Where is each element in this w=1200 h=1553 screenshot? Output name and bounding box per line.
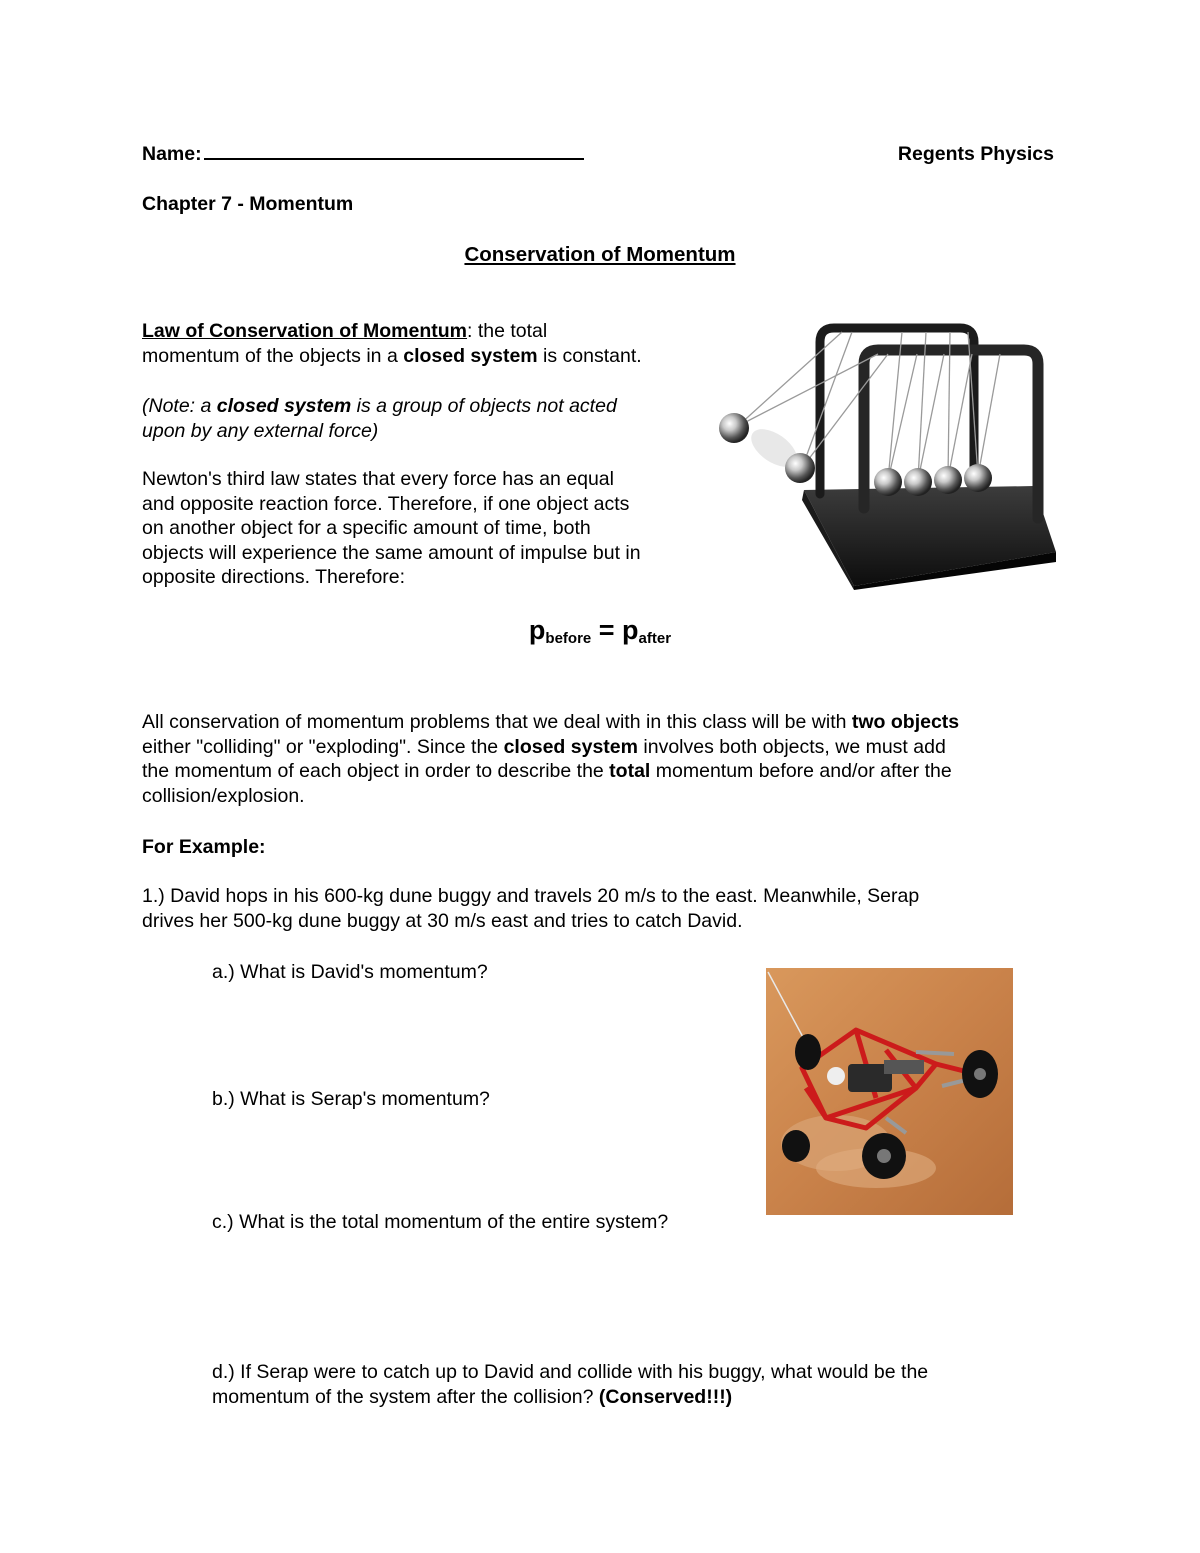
example-heading: For Example: (142, 836, 266, 858)
newton-line: objects will experience the same amount of impulse but in (142, 541, 641, 564)
newtons-cradle-image (712, 318, 1062, 590)
newton-paragraph (142, 467, 641, 590)
intro-line-4: collision/explosion. (142, 784, 305, 807)
note-1c: is a group of objects not acted (351, 395, 617, 417)
momentum-equation (0, 615, 1200, 652)
intro-3b: total (609, 760, 651, 782)
law-paragraph (142, 319, 642, 368)
intro-2b: closed system (503, 735, 638, 758)
note-1b: closed system (216, 395, 352, 417)
chapter-heading: Chapter 7 - Momentum (142, 193, 354, 215)
question-d (212, 1360, 928, 1409)
intro-2c: involves both objects, we must add (637, 735, 946, 758)
conserved-note: (Conserved!!!) (598, 1385, 733, 1408)
question-d-line-2 (212, 1385, 928, 1410)
eq-sub-before: before (545, 630, 592, 647)
law-term: Law of Conservation of Momentum (142, 320, 468, 342)
question-d-2a: momentum of the system after the collision? (212, 1385, 599, 1408)
problem-line-1: 1.) David hops in his 600-kg dune buggy and travels 20 m/s to the east. Meanwhile, Serap (142, 885, 920, 907)
problem-statement (142, 884, 919, 933)
name-label: Name: (142, 143, 202, 165)
law-line-2 (142, 344, 642, 369)
intro-3c: momentum before and/or after the (650, 760, 952, 782)
newton-line: opposite directions. Therefore: (142, 566, 406, 588)
intro-1a: All conservation of momentum problems that we deal with in this class will be with (142, 711, 852, 733)
newton-line: on another object for a specific amount of time, both (142, 517, 591, 539)
page-title-text: Conservation of Momentum (464, 243, 736, 266)
law-def-2b: closed system (403, 344, 538, 367)
dune-buggy-icon (766, 968, 1013, 1215)
eq-p1: p (528, 615, 546, 645)
question-c: c.) What is the total momentum of the entire system? (212, 1211, 669, 1233)
question-b: b.) What is Serap's momentum? (212, 1088, 490, 1110)
newton-line: and opposite reaction force. Therefore, if one object acts (142, 492, 630, 515)
note-paragraph (142, 394, 617, 443)
problem-line-2: drives her 500-kg dune buggy at 30 m/s east and tries to catch David. (142, 909, 743, 932)
intro-1b: two objects (851, 711, 960, 733)
course-title: Regents Physics (897, 143, 1054, 165)
question-d-line-1: d.) If Serap were to catch up to David and collide with his buggy, what would be the (212, 1361, 929, 1383)
eq-equals: = (591, 615, 623, 645)
name-blank-line[interactable] (204, 142, 584, 160)
intro-paragraph (142, 710, 959, 808)
note-1a: (Note: a (142, 395, 217, 417)
law-def-1: : the total (467, 320, 548, 342)
intro-2a: either "colliding" or "exploding". Since the (142, 735, 504, 758)
dune-buggy-image (766, 968, 1013, 1215)
intro-line-1 (142, 710, 959, 735)
newtons-cradle-icon (712, 318, 1062, 590)
newton-line: Newton's third law states that every force has an equal (142, 468, 614, 490)
intro-line-3 (142, 759, 959, 784)
eq-p2: p (622, 615, 639, 645)
intro-line-2 (142, 735, 959, 760)
page-title (0, 243, 1200, 268)
law-line-1 (142, 319, 642, 344)
eq-sub-after: after (638, 630, 672, 647)
law-def-2a: momentum of the objects in a (142, 344, 404, 367)
name-field (142, 142, 584, 167)
note-line-1 (142, 394, 617, 419)
intro-3a: the momentum of each object in order to describe the (142, 760, 610, 782)
law-def-2c: is constant. (537, 344, 642, 367)
question-a: a.) What is David's momentum? (212, 961, 488, 983)
note-line-2: upon by any external force) (142, 419, 379, 442)
